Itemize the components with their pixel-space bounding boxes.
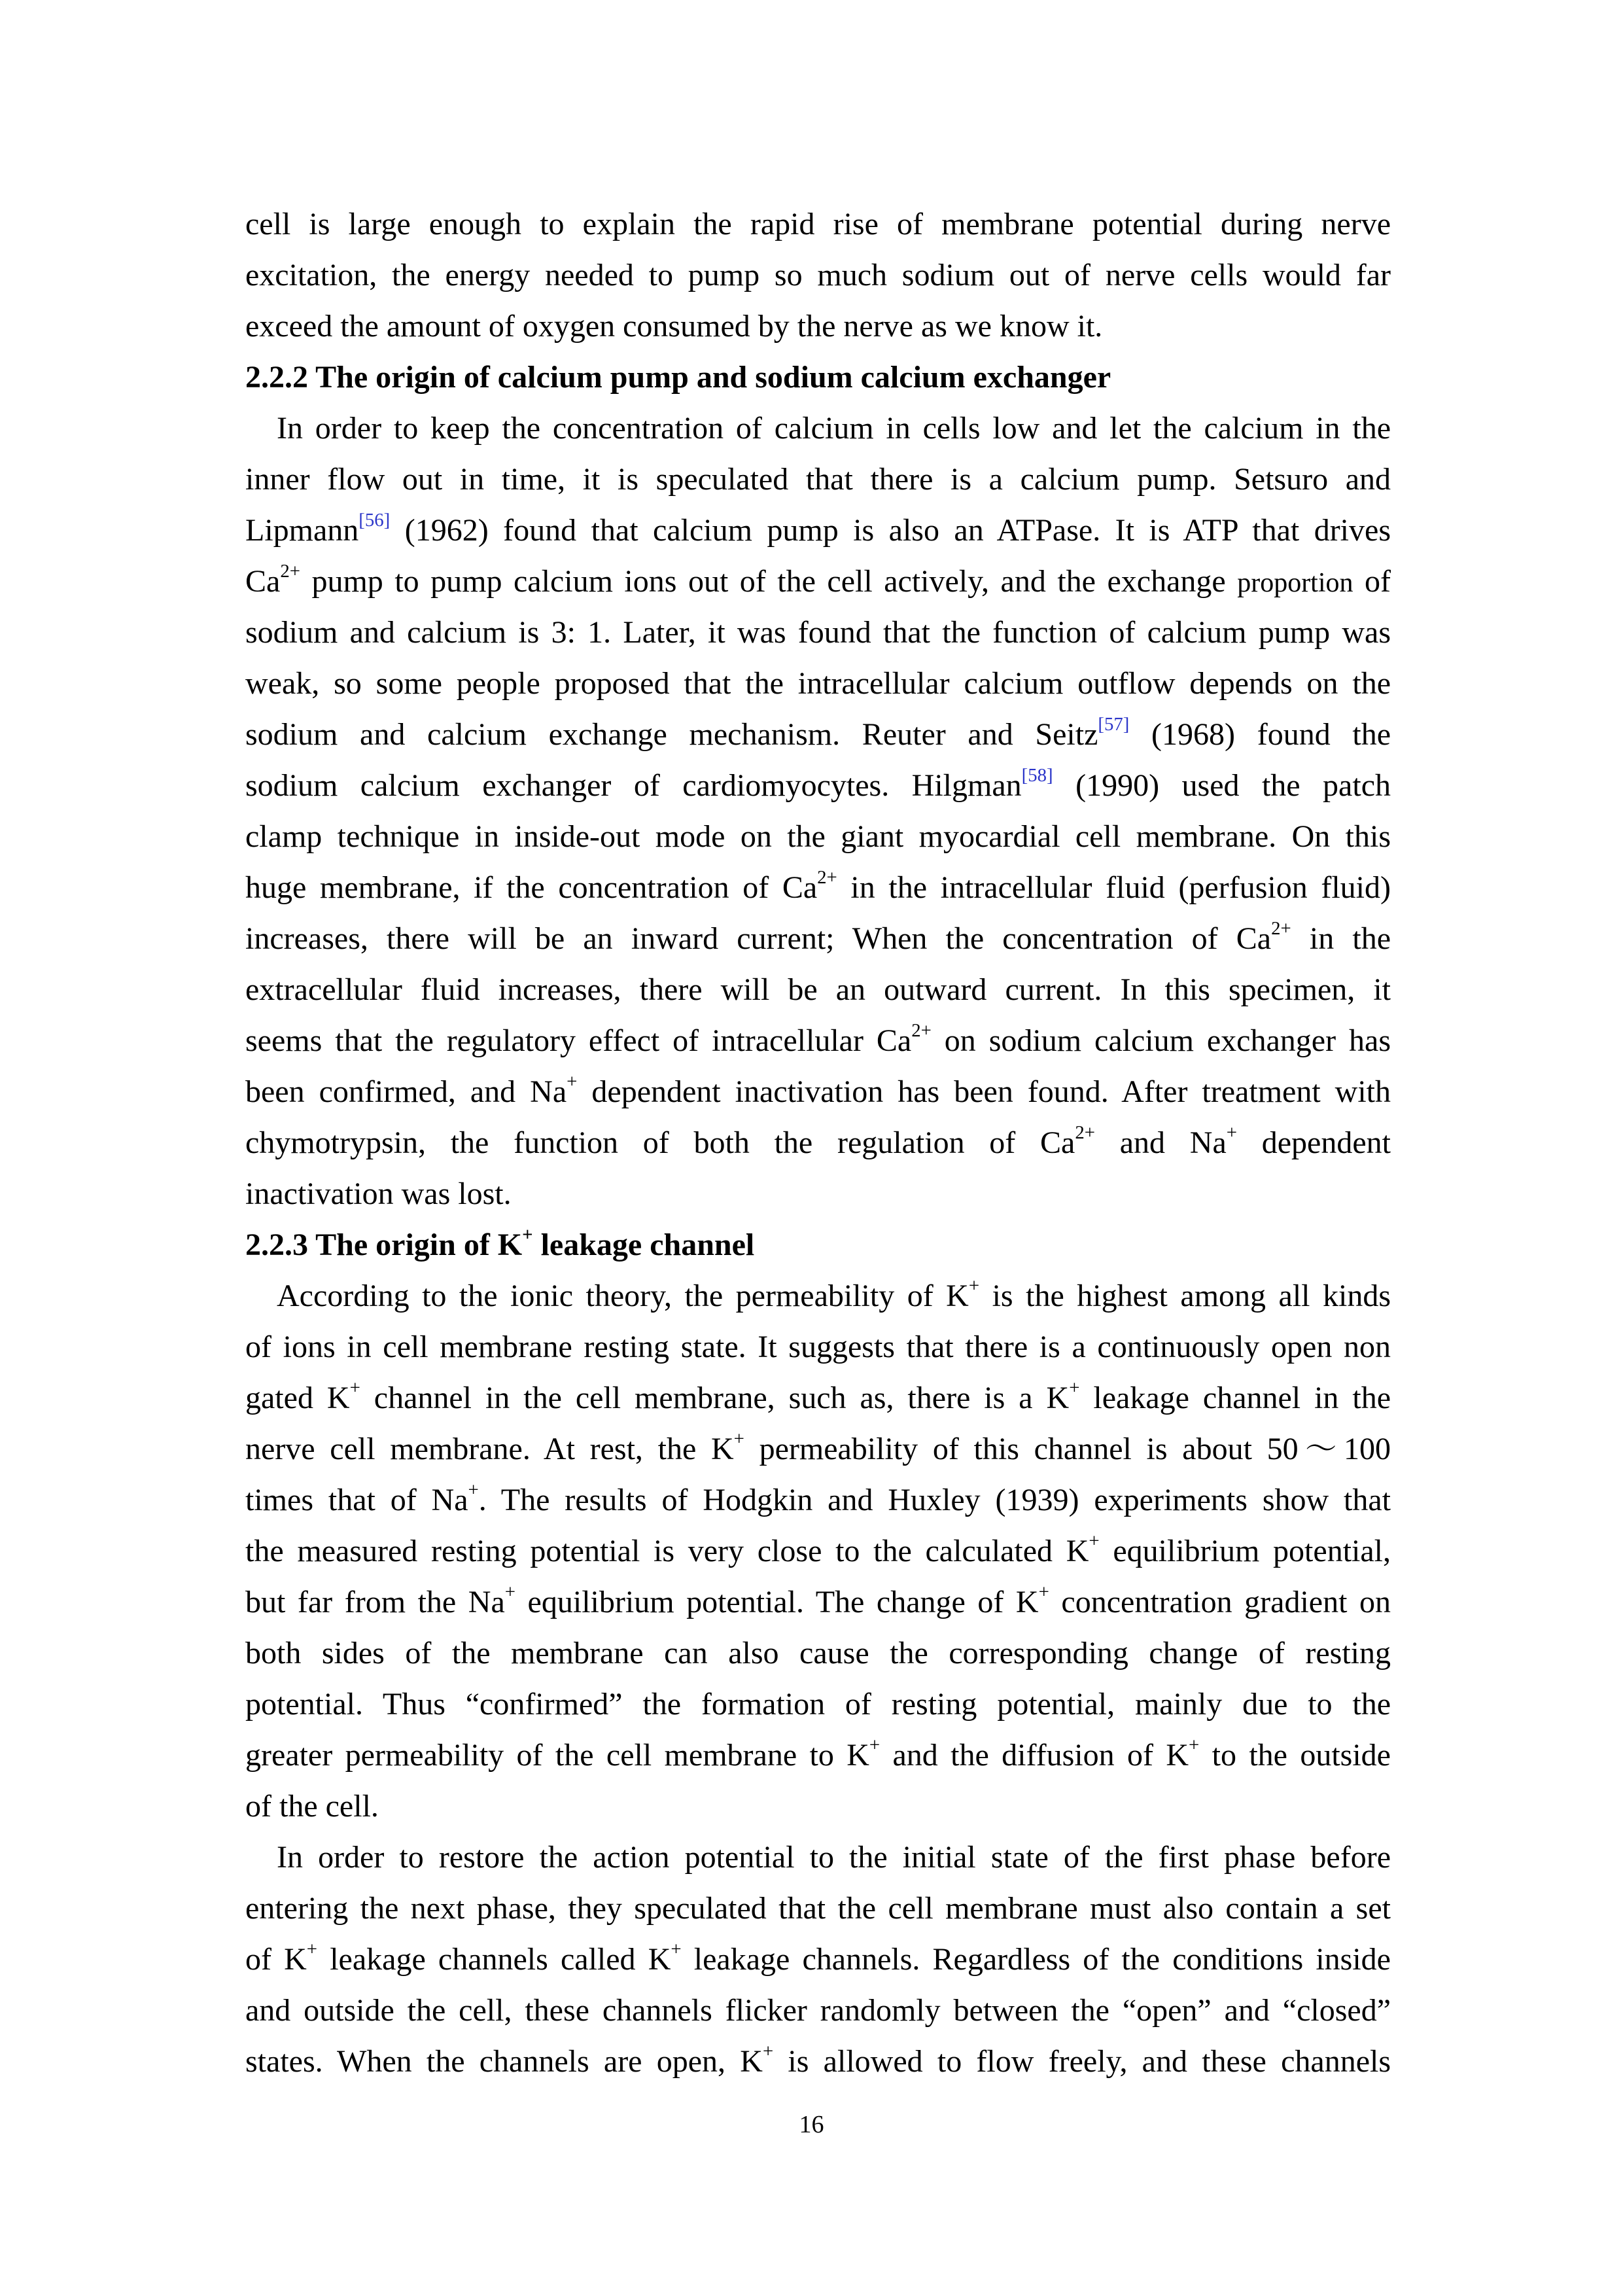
- superscript: +: [1069, 1377, 1080, 1399]
- text-line: [245, 919, 1391, 959]
- text-line: [245, 1787, 1391, 1826]
- paragraph-line: [277, 1838, 1391, 1877]
- text-segment: leakage channels called K: [317, 1942, 671, 1977]
- paragraph-line: [277, 1277, 1391, 1316]
- text-segment: to the outside: [1199, 1738, 1391, 1773]
- text-line: [245, 1379, 1391, 1418]
- text-segment: increases, there will be an inward current; When the concentration of Ca: [245, 921, 1272, 956]
- text-segment: greater permeability of the cell membrane to K: [245, 1738, 869, 1773]
- text-segment: in the: [1291, 921, 1391, 956]
- superscript: +: [468, 1479, 479, 1501]
- text-line: [245, 1736, 1391, 1775]
- text-line: [245, 1634, 1391, 1673]
- text-segment: is the highest among all kinds: [979, 1279, 1391, 1313]
- text-segment: Lipmann: [245, 513, 359, 548]
- text-line: [245, 1430, 1391, 1469]
- text-line: [245, 1328, 1391, 1367]
- text-segment: inactivation was lost.: [245, 1176, 512, 1211]
- text-segment: sodium calcium exchanger of cardiomyocytes. Hilgman: [245, 768, 1022, 803]
- text-segment: in the intracellular fluid (perfusion fluid): [837, 870, 1391, 905]
- text-segment: According to the ionic theory, the permeability of K: [277, 1279, 969, 1313]
- text-segment: In order to keep the concentration of calcium in cells low and let the calcium in the: [277, 411, 1391, 446]
- section-heading-2-2-3: [245, 1226, 1391, 1265]
- text-segment: permeability of this channel is about 50～100: [744, 1432, 1391, 1466]
- citation-ref: [56]: [358, 510, 391, 531]
- text-segment: of the cell.: [245, 1789, 379, 1824]
- text-segment: nerve cell membrane. At rest, the K: [245, 1432, 734, 1466]
- text-segment: of ions in cell membrane resting state. It suggests that there is a continuously open non: [245, 1330, 1391, 1364]
- text-segment: weak, so some people proposed that the intracellular calcium outflow depends on the: [245, 666, 1391, 701]
- text-segment: dependent: [1237, 1125, 1391, 1160]
- text-segment: leakage channel: [532, 1227, 755, 1262]
- text-segment: and Na: [1095, 1125, 1227, 1160]
- superscript: +: [762, 2041, 774, 2062]
- text-line: [245, 970, 1391, 1010]
- text-line: [245, 1532, 1391, 1571]
- text-segment: on sodium calcium exchanger has: [931, 1023, 1391, 1058]
- section-heading-2-2-2: [245, 358, 1391, 397]
- text-line: [245, 1481, 1391, 1520]
- text-segment: equilibrium potential,: [1099, 1534, 1391, 1568]
- text-segment: Ca: [245, 564, 281, 599]
- text-line: [245, 1685, 1391, 1724]
- superscript: +: [1038, 1581, 1049, 1603]
- text-segment: leakage channel in the: [1079, 1381, 1391, 1415]
- text-segment: is allowed to flow freely, and these channels: [773, 2044, 1391, 2079]
- text-segment: In order to restore the action potential to the initial state of the first phase before: [277, 1840, 1391, 1875]
- text-line: [245, 664, 1391, 703]
- text-segment: leakage channels. Regardless of the conditions inside: [681, 1942, 1391, 1977]
- text-segment: sodium and calcium exchange mechanism. Reuter and Seitz: [245, 717, 1098, 752]
- text-segment: been confirmed, and Na: [245, 1074, 567, 1109]
- text-segment: of: [1353, 564, 1391, 599]
- superscript: +: [733, 1428, 744, 1450]
- text-segment: . The results of Hodgkin and Huxley (1939) experiments show that: [478, 1483, 1391, 1517]
- superscript: +: [1226, 1122, 1238, 1144]
- text-line: [245, 817, 1391, 857]
- text-line: [245, 1021, 1391, 1061]
- citation-ref: [58]: [1021, 765, 1053, 786]
- text-line: [245, 205, 1391, 244]
- superscript: +: [306, 1939, 318, 1960]
- text-line: [245, 1991, 1391, 2030]
- text-segment: inner flow out in time, it is speculated that there is a calcium pump. Setsuro and: [245, 462, 1391, 497]
- text-segment: 2.2.2 The origin of calcium pump and sodium calcium exchanger: [245, 360, 1111, 395]
- superscript: +: [504, 1581, 515, 1603]
- citation-ref: [57]: [1098, 714, 1130, 735]
- text-segment: exceed the amount of oxygen consumed by the nerve as we know it.: [245, 309, 1103, 344]
- text-line: [245, 562, 1391, 601]
- text-segment: 2.2.3 The origin of K: [245, 1227, 523, 1262]
- text-segment: pump to pump calcium ions out of the cell actively, and the exchange: [300, 564, 1238, 599]
- text-segment: sodium and calcium is 3: 1. Later, it was found that the function of calcium pump was: [245, 615, 1391, 650]
- text-line: [245, 868, 1391, 908]
- text-segment: and outside the cell, these channels flicker randomly between the “open” and “closed”: [245, 1993, 1391, 2028]
- text-line: [245, 766, 1391, 805]
- text-line: [245, 460, 1391, 499]
- text-segment: seems that the regulatory effect of intracellular Ca: [245, 1023, 912, 1058]
- superscript: +: [869, 1735, 881, 1756]
- text-segment: both sides of the membrane can also cause the corresponding change of resting: [245, 1636, 1391, 1670]
- text-segment: clamp technique in inside-out mode on the giant myocardial cell membrane. On this: [245, 819, 1391, 854]
- text-segment: but far from the Na: [245, 1585, 505, 1619]
- superscript: +: [671, 1939, 682, 1960]
- text-segment: proportion: [1237, 568, 1353, 598]
- text-segment: cell is large enough to explain the rapid rise of membrane potential during nerve: [245, 207, 1391, 241]
- superscript: +: [1089, 1530, 1100, 1552]
- text-segment: chymotrypsin, the function of both the regulation of Ca: [245, 1125, 1075, 1160]
- superscript: +: [567, 1071, 578, 1093]
- text-segment: (1990) used the patch: [1053, 768, 1391, 803]
- page-number: 16: [799, 2111, 824, 2138]
- superscript: +: [349, 1377, 360, 1399]
- text-line: [245, 1940, 1391, 1979]
- superscript: +: [1189, 1735, 1200, 1756]
- text-segment: potential. Thus “confirmed” the formation of resting potential, mainly due to the: [245, 1687, 1391, 1722]
- text-line: [245, 1123, 1391, 1163]
- superscript: +: [968, 1275, 980, 1297]
- text-segment: (1962) found that calcium pump is also an ATPase. It is ATP that drives: [390, 513, 1391, 548]
- superscript: +: [522, 1224, 533, 1246]
- superscript: 2+: [280, 561, 300, 582]
- text-segment: dependent inactivation has been found. After treatment with: [577, 1074, 1391, 1109]
- superscript: 2+: [817, 867, 837, 889]
- text-segment: (1968) found the: [1129, 717, 1391, 752]
- text-line: [245, 2042, 1391, 2081]
- text-segment: the measured resting potential is very close to the calculated K: [245, 1534, 1089, 1568]
- paragraph-line: [277, 409, 1391, 448]
- text-segment: excitation, the energy needed to pump so much sodium out of nerve cells would far: [245, 258, 1391, 292]
- text-segment: entering the next phase, they speculated that the cell membrane must also contain a set: [245, 1891, 1391, 1926]
- text-segment: channel in the cell membrane, such as, there is a K: [360, 1381, 1070, 1415]
- text-line: [245, 256, 1391, 295]
- superscript: 2+: [1271, 918, 1291, 940]
- text-segment: equilibrium potential. The change of K: [515, 1585, 1039, 1619]
- text-line: [245, 715, 1391, 754]
- text-segment: extracellular fluid increases, there will be an outward current. In this specimen, it: [245, 972, 1391, 1007]
- text-segment: concentration gradient on: [1049, 1585, 1391, 1619]
- text-line: [245, 1072, 1391, 1112]
- text-segment: huge membrane, if the concentration of Ca: [245, 870, 818, 905]
- text-line: [245, 613, 1391, 652]
- text-line: [245, 1174, 1391, 1214]
- text-line: [245, 511, 1391, 550]
- text-segment: gated K: [245, 1381, 350, 1415]
- superscript: 2+: [911, 1020, 932, 1042]
- text-segment: and the diffusion of K: [880, 1738, 1189, 1773]
- superscript: 2+: [1075, 1122, 1095, 1144]
- text-segment: times that of Na: [245, 1483, 468, 1517]
- text-line: [245, 307, 1391, 346]
- text-line: [245, 1583, 1391, 1622]
- text-segment: of K: [245, 1942, 307, 1977]
- text-line: [245, 1889, 1391, 1928]
- text-segment: states. When the channels are open, K: [245, 2044, 763, 2079]
